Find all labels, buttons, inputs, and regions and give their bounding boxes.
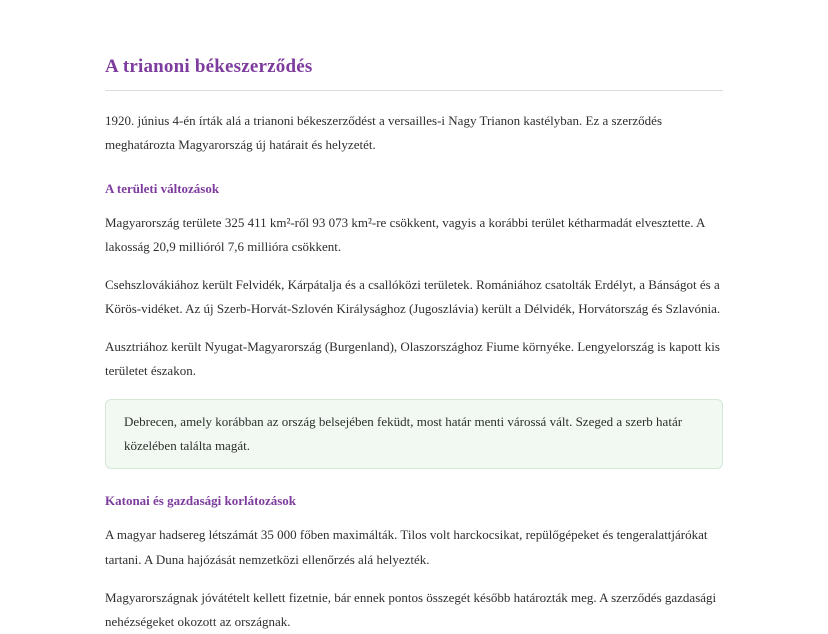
title-divider bbox=[105, 90, 723, 91]
section-heading-military: Katonai és gazdasági korlátozások bbox=[105, 493, 297, 509]
callout-box bbox=[105, 399, 723, 469]
paragraph-territory-size: Magyarország területe 325 411 km²-ről 93 073 km²-re csökkent, vagyis a korábbi terület kétharmadát elvesztette. A lakosság 20,9 millióról 7,6 millióra csökkent. bbox=[105, 215, 705, 255]
intro-paragraph: 1920. június 4-én írták alá a trianoni békeszerződést a versailles-i Nagy Trianon kastélyban. Ez a szerződés meghatározta Magyarország új határait és helyzetét. bbox=[105, 113, 663, 153]
page-title: A trianoni békeszerződés bbox=[105, 56, 313, 77]
paragraph-army-limits: A magyar hadsereg létszámát 35 000 főben maximálták. Tilos volt harckocsikat, repülőgépeket és tengeralattjárókat tartani. A Duna hajózását nemzetközi ellenőrzés alá helyezték. bbox=[105, 527, 708, 567]
callout-text: Debrecen, amely korábban az ország belsejében feküdt, most határ menti várossá vált. Szeged a szerb határ közelében találta magát. bbox=[124, 414, 683, 454]
section-heading-territorial: A területi változások bbox=[105, 181, 220, 197]
section-military-economic bbox=[105, 493, 723, 633]
paragraph-austria-italy: Ausztriához került Nyugat-Magyarország (Burgenland), Olaszországhoz Fiume környéke. Lengyelország is kapott kis területet északon. bbox=[105, 339, 720, 379]
section-territorial-changes bbox=[105, 181, 723, 469]
paragraph-reparations: Magyarországnak jóvátételt kellett fizetnie, bár ennek pontos összegét később határozták meg. A szerződés gazdasági nehézségeket okozott az országnak. bbox=[105, 589, 717, 629]
paragraph-ceded-regions: Csehszlovákiához került Felvidék, Kárpátalja és a csallóközi területek. Romániához csatolták Erdélyt, a Bánságot és a Körös-vidéket. Az új Szerb-Horvát-Szlovén Királysághoz (Jugoszlávia) került a Délvidék, Horvátország és Szlavónia. bbox=[105, 277, 721, 317]
